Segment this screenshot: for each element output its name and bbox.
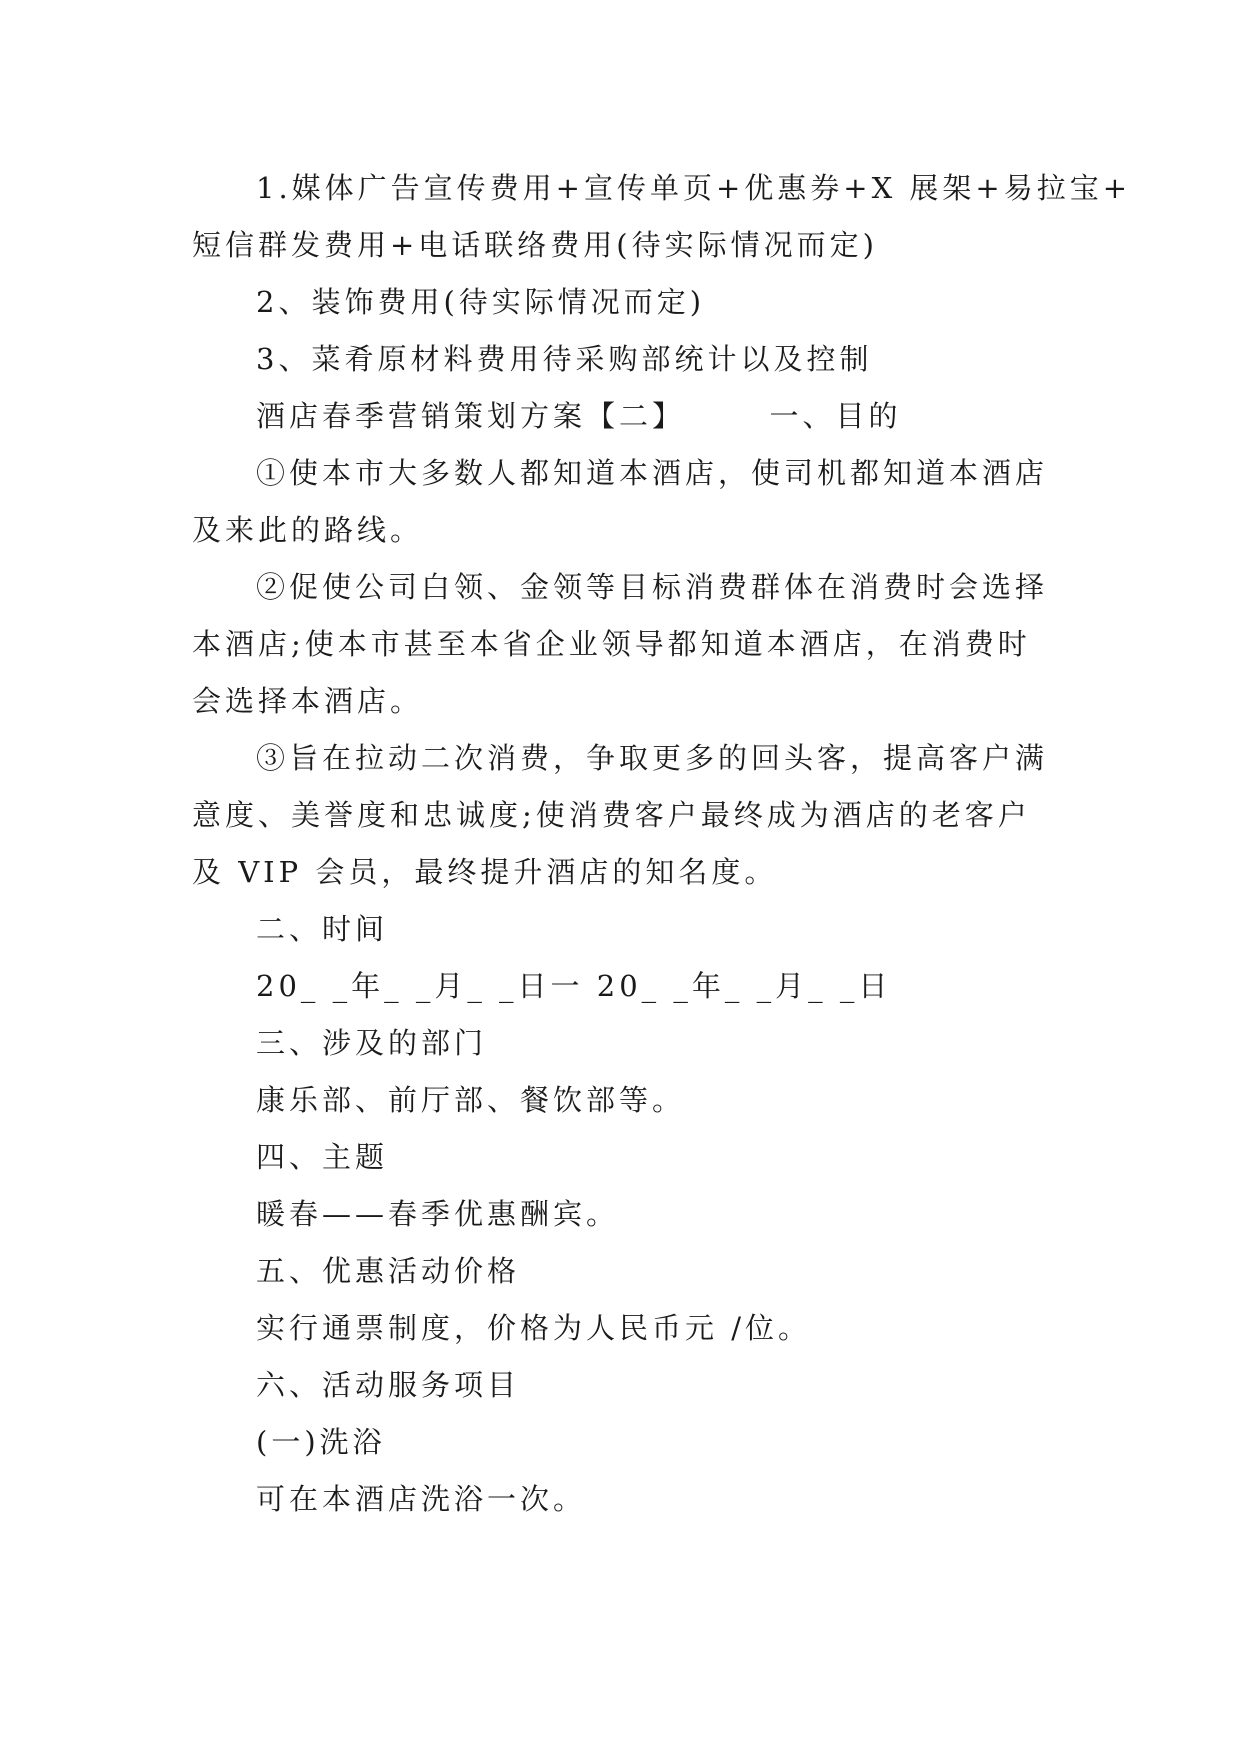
paragraph-line: 意度、美誉度和忠诚度;使消费客户最终成为酒店的老客户 <box>192 798 1031 832</box>
paragraph-line: 本酒店;使本市甚至本省企业领导都知道本酒店，在消费时 <box>192 627 1031 661</box>
paragraph-line: 3、菜肴原材料费用待采购部统计以及控制 <box>256 342 873 376</box>
paragraph-line: ②促使公司白领、金领等目标消费群体在消费时会选择 <box>256 570 1049 604</box>
paragraph-line: ③旨在拉动二次消费，争取更多的回头客，提高客户满 <box>256 741 1049 775</box>
paragraph-line: 可在本酒店洗浴一次。 <box>256 1482 587 1516</box>
paragraph-line: 短信群发费用+电话联络费用(待实际情况而定) <box>192 228 878 262</box>
paragraph-line: 2、装饰费用(待实际情况而定) <box>256 285 706 319</box>
paragraph-line: 暖春——春季优惠酬宾。 <box>256 1197 620 1231</box>
section-heading: 五、优惠活动价格 <box>256 1254 521 1288</box>
section-heading: 四、主题 <box>256 1140 389 1174</box>
section-heading: 三、涉及的部门 <box>256 1026 488 1060</box>
paragraph-line: 20_ _年_ _月_ _日一 20_ _年_ _月_ _日 <box>256 969 892 1003</box>
subsection-heading: (一)洗浴 <box>256 1425 386 1459</box>
section-heading: 酒店春季营销策划方案【二】 一、目的 <box>256 399 902 433</box>
paragraph-line: 及来此的路线。 <box>192 513 424 547</box>
paragraph-line: 康乐部、前厅部、餐饮部等。 <box>256 1083 686 1117</box>
paragraph-line: 1.媒体广告宣传费用+宣传单页+优惠券+X 展架+易拉宝+ <box>256 171 1132 205</box>
paragraph-line: 及 VIP 会员，最终提升酒店的知名度。 <box>192 855 778 889</box>
paragraph-line: 会选择本酒店。 <box>192 684 424 718</box>
paragraph-line: ①使本市大多数人都知道本酒店，使司机都知道本酒店 <box>256 456 1049 490</box>
section-heading: 二、时间 <box>256 912 389 946</box>
paragraph-line: 实行通票制度，价格为人民币元 /位。 <box>256 1311 811 1345</box>
section-heading: 六、活动服务项目 <box>256 1368 521 1402</box>
